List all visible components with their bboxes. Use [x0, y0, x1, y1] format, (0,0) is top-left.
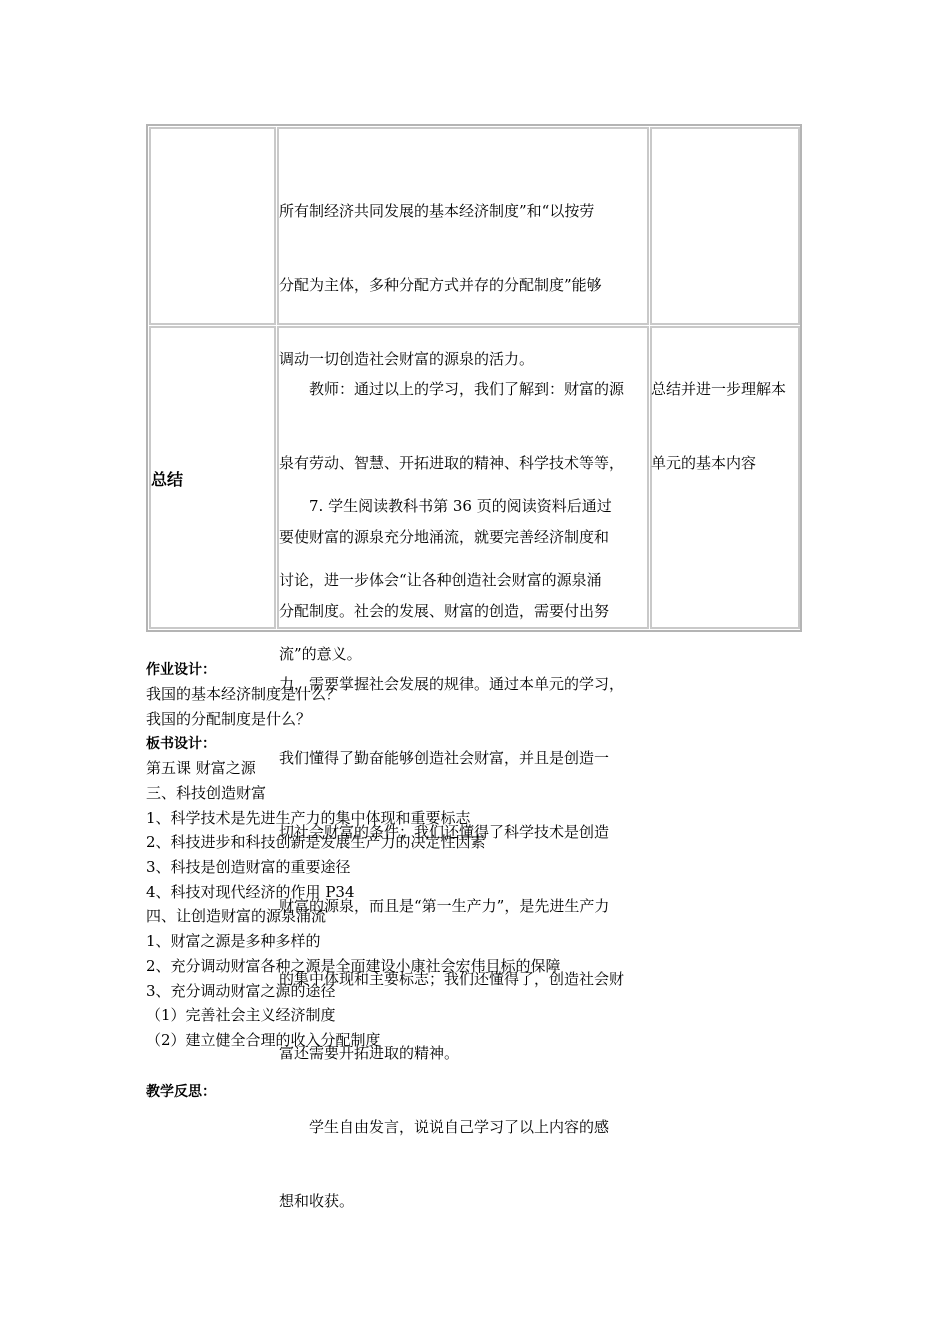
row2-line: 要使财富的源泉充分地涌流，就要完善经济制度和	[279, 527, 610, 546]
row1-line: 调动一切创造社会财富的源泉的活力。	[279, 349, 535, 368]
row2-line: 泉有劳动、智慧、开拓进取的精神、科学技术等等，	[279, 453, 625, 472]
homework-item: 我国的基本经济制度是什么？	[146, 685, 342, 703]
board-line: （1）完善社会主义经济制度	[146, 1006, 336, 1024]
homework-item: 我国的分配制度是什么？	[146, 710, 312, 728]
row2-line: 学生自由发言，说说自己学习了以上内容的感	[279, 1118, 610, 1136]
board-line: 2、科技进步和科技创新是发展生产力的决定性因素	[146, 833, 486, 851]
board-line: 3、充分调动财富之源的途径	[146, 982, 336, 1000]
board-line: 3、科技是创造财富的重要途径	[146, 858, 351, 876]
row1-line: 分配为主体，多种分配方式并存的分配制度”能够	[279, 275, 602, 294]
reflection-heading: 教学反思：	[146, 1084, 216, 1100]
row2-line: 力，需要掌握社会发展的规律。通过本单元的学习，	[279, 675, 625, 694]
row1-line: 7. 学生阅读教科书第 36 页的阅读资料后通过	[279, 497, 612, 516]
row2-line: 的集中体现和主要标志；我们还懂得了，创造社会财	[279, 970, 625, 989]
row1-col1-cell	[149, 127, 276, 325]
board-line: 四、让创造财富的源泉涌流	[146, 907, 327, 925]
row2-line: 切社会财富的条件；我们还懂得了科学技术是创造	[279, 822, 610, 841]
row1-line: 流”的意义。	[279, 644, 362, 663]
row2-line: 财富的源泉，而且是“第一生产力”，是先进生产力	[279, 896, 610, 915]
row2-content-text	[279, 328, 651, 1238]
row1-col3-cell	[650, 127, 800, 325]
board-line: 三、科技创造财富	[146, 784, 267, 802]
board-line: 1、财富之源是多种多样的	[146, 932, 321, 950]
row2-line: 想和收获。	[279, 1191, 355, 1210]
goal-line: 总结并进一步理解本	[651, 380, 787, 399]
row1-line: 讨论，进一步体会“让各种创造社会财富的源泉涌	[279, 571, 602, 590]
row2-line: 教师：通过以上的学习，我们了解到：财富的源	[279, 380, 625, 399]
row2-line: 富还需要开拓进取的精神。	[279, 1044, 460, 1063]
row1-line: 所有制经济共同发展的基本经济制度”和“以按劳	[279, 202, 595, 221]
board-line: 4、科技对现代经济的作用 P34	[146, 883, 355, 901]
row2-goal-text	[651, 328, 803, 500]
board-line: （2）建立健全合理的收入分配制度	[146, 1031, 381, 1049]
summary-label: 总结	[151, 470, 184, 489]
board-line: 第五课 财富之源	[146, 759, 256, 777]
homework-heading: 作业设计：	[146, 662, 216, 678]
board-line: 2、充分调动财富各种之源是全面建设小康社会宏伟目标的保障	[146, 957, 561, 975]
row2-line: 分配制度。社会的发展、财富的创造，需要付出努	[279, 601, 610, 620]
board-heading: 板书设计：	[146, 736, 216, 752]
goal-line: 单元的基本内容	[651, 453, 757, 472]
row2-line: 我们懂得了勤奋能够创造社会财富，并且是创造一	[279, 749, 610, 768]
board-line: 1、科学技术是先进生产力的集中体现和重要标志	[146, 809, 471, 827]
